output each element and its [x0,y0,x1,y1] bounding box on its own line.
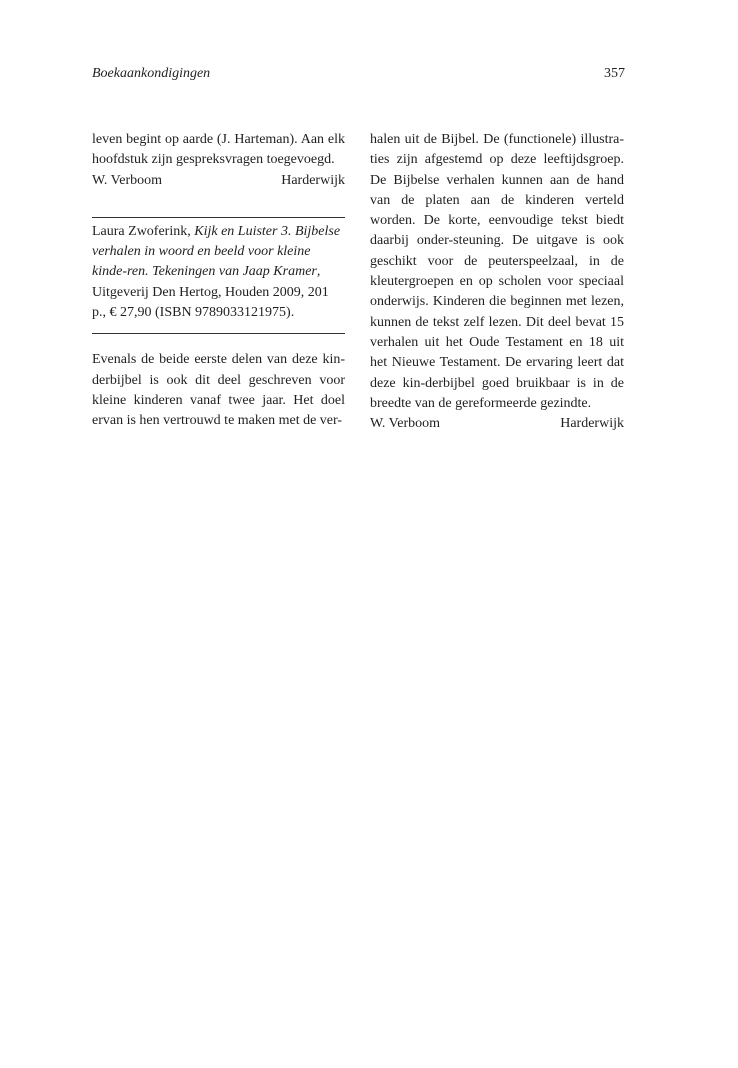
book-reference [92,222,345,323]
divider-bottom [92,333,345,334]
page-number: 357 [604,66,625,81]
signature-author: W. Verboom [92,172,162,188]
signature-place: Harderwijk [281,172,345,188]
book-author: Laura Zwoferink, [92,223,195,239]
book-title: Kijk en Luister 3. Bijbelse verhalen in woord en beeld voor kleine kinde-ren. Tekeningen van Jaap Kramer [92,223,341,280]
continued-paragraph: leven begint op aarde (J. Harteman). Aan elk hoofdstuk zijn gespreksvragen toegevoegd. [92,132,345,168]
right-column [370,130,624,434]
book-publication: , Uitgeverij Den Hertog, Houden 2009, 201 p., € 27,90 (ISBN 9789033121975). [92,264,329,321]
signature-place: Harderwijk [560,416,624,432]
page-header [92,64,625,86]
divider-top [92,217,345,218]
running-title: Boekaankondigingen [92,66,211,81]
previous-review-signature [92,171,345,191]
left-column [92,130,345,432]
review-paragraph-start: Evenals de beide eerste delen van deze kin-derbijbel is ook dit deel geschreven voor kleine kinderen vanaf twee jaar. Het doel ervan is hen vertrouwd te maken met de ver- [92,352,345,429]
review-signature [370,414,624,434]
signature-author: W. Verboom [370,416,440,432]
review-paragraph-continued: halen uit de Bijbel. De (functionele) illustra-ties zijn afgestemd op deze leeftijdsgroep. De Bijbelse verhalen kunnen aan de hand van de platen aan de kinderen verteld worden. De korte, eenvoudige tekst biedt daarbij onder-steuning. De uitgave is ook geschikt voor de peuterspeelzaal, in de kleutergroepen en op scholen voor speciaal onderwijs. Kinderen die beginnen met lezen, kunnen de tekst zelf lezen. Dit deel bevat 15 verhalen uit het Oude Testament en 18 uit het Nieuwe Testament. De ervaring leert dat deze kin-derbijbel goed bruikbaar is in de breedte van de gereformeerde gezindte. [370,132,624,411]
